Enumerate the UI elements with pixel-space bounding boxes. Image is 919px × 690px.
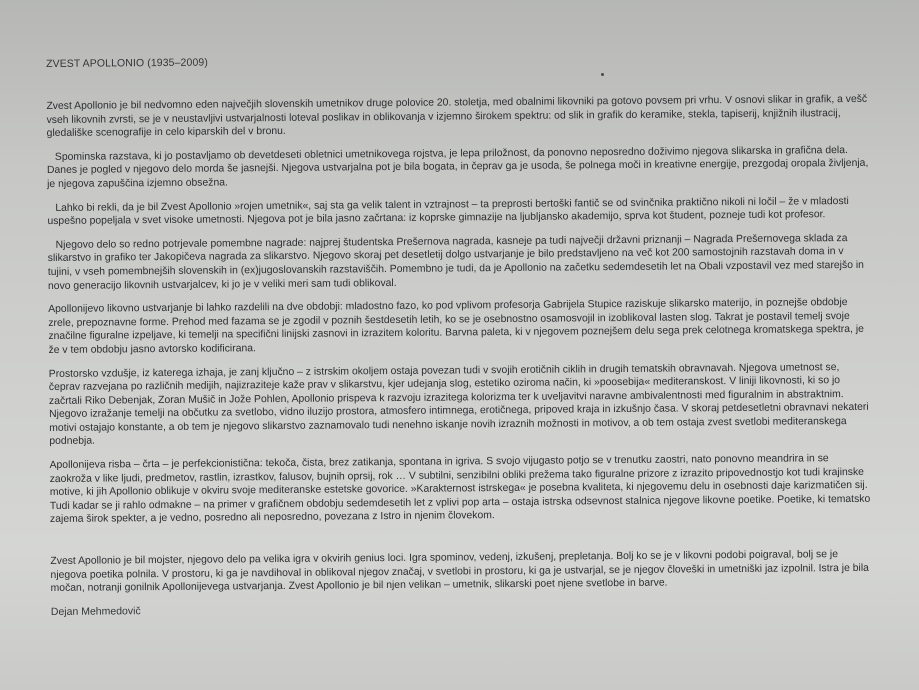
paragraph-space: Prostorsko vzdušje, iz katerega izhaja, je zanj ključno – z istrskim okoljem ostaja povezan tudi v svojih erotičnih ciklih in drugih tematskih obravnavah. Njegova umetnost se, čeprav razvejana po različnih medijih, najizraziteje kaže prav v slikarstvu, kjer udejanja slog, estetiko oziroma način, ki »poosebija« mediteranskost. V liniji likovnosti, ki so jo začrtali Riko Debenjak, Zoran Mušič in Jože Pohlen, Apollonio prispeva k razvoju izrazitega kolorizma ter k uveljavitvi naravne ambivalentnosti med figuralnim in abstraktnim. Njegovo izražanje temelji na občutku za svetlobo, vidno iluzijo prostora, atmosfero intimnega, erotičnega, pripoved kraja in izkušnjo časa. V skoraj petdesetletni obravnavi nekateri motivi ostajajo konstante, a ob tem je njegovo slikarstvo zaznamovalo tudi nenehno iskanje novih izraznih možnosti in motivov, a ob tem ostaja zvest svetlobi mediteranskega podnebja. bbox=[48, 361, 869, 448]
paragraph-exhibition: Spominska razstava, ki jo postavljamo ob devetdeseti obletnici umetnikovega rojstva, je lepa priložnost, da ponovno neposredno doživimo njegova slikarska in grafična dela. Danes je pogled v njegovo delo morda še jasnejši. Njegova ustvarjalna pot je bila bogata, in čeprav ga je usoda, še polnega moči in kreativne energije, prezgodaj oropala življenja, je njegova zapuščina izjemno obsežna. bbox=[46, 144, 869, 190]
paragraph-intro: Zvest Apollonio je bil nedvomno eden največjih slovenskih umetnikov druge polovice 20. stoletja, med obalnimi likovniki pa gotovo povsem pri vrhu. V osnovi slikar in grafik, a vešč vseh likovnih zvrsti, se je v neustavljivi ustvarjalnosti loteval poslikav in oblikovanja v izjemno širokem spektru: od slik in grafik do keramike, stekla, tapiserij, knjižnih ilustracij, gledališke scenografije in celo kiparskih del v bronu. bbox=[46, 93, 868, 140]
paragraph-awards: Njegovo delo so redno potrjevale pomembne nagrade: najprej študentska Prešernova nagrada, kasneje pa tudi največji državni priznanji – Nagrada Prešernovega sklada za slikarstvo in grafiko ter Jakopičeva nagrada za slikarstvo. Njegovo skoraj pet desetletij dolgo ustvarjanje je bilo predstavljeno na več kot 200 samostojnih razstavah doma in v tujini, v vseh pomembnejših slovenskih in (ex)jugoslovanskih razstaviščih. Pomembno je tudi, da je Apollonio na začetku sedemdesetih let na Obali vzpostavil vez med starejšo in novo generacijo likovnih ustvarjalcev, ki jo je v veliki meri sam tudi oblikoval. bbox=[47, 232, 864, 292]
paragraph-born-artist: Lahko bi rekli, da je bil Zvest Apollonio »rojen umetnik«, saj sta ga velik talent in vztrajnost – ta preprosti bertoški fantič se od svinčnika praktično nikoli ni ločil – že v mladosti uspešno popeljala v svet visoke umetnosti. Njegova pot je bila jasno začrtana: iz koprske gimnazije na ljubljansko akademijo, sprva kot študent, pozneje tudi kot profesor. bbox=[47, 195, 849, 228]
document-title: ZVEST APOLLONIO (1935–2009) bbox=[46, 56, 208, 70]
author-signature: Dejan Mehmedovič bbox=[50, 605, 141, 618]
paragraph-closing: Zvest Apollonio je bil mojster, njegovo delo pa velika igra v okvirih genius loci. Igra spominov, vedenj, izkušenj, prepletanja. Bolj ko se je v likovni podobi poigraval, bolj se je njegova poetika polnila. V prostoru, ki ga je navdihoval in oblikoval njegov značaj, v svetlobi in prostoru, ki ga je ustvarjal, se je njegov človeški in umetniški jaz izpolnil. Istra je bila močan, notranji gonilnik Apollonijevega ustvarjanja. Zvest Apollonio je bil njen velikan – umetnik, slikarski poet njene svetlobe in barve. bbox=[50, 549, 869, 595]
paragraph-drawing: Apollonijeva risba – črta – je perfekcionistična: tekoča, čista, brez zatikanja, spontana in igriva. S svojo vijugasto potjo se v trenutku zaostri, nato ponovno meandrira in se zaokroža v like ljudi, predmetov, rastlin, izrastkov, falusov, bujnih oprsij, rok … V subtilni, senzibilni obliki prežema tako figuralne prizore z izrazito pripovednostjo kot tudi krajinske motive, ki jih Apollonio oblikuje v okviru svoje mediteranske estetske govorice. »Karakternost istrskega« je posebna kvaliteta, ki njegovemu delu in osebnosti daje karizmatičen sij. Tudi kadar se ji rahlo odmakne – na primer v grafičnem obdobju sedemdesetih let z vplivi pop arta – ostaja istrska odsevnost stalnica njegove likovne poetike. Poetike, ki tematsko zajema širok spekter, a je vedno, posredno ali neposredno, povezana z Istro in njenim človekom. bbox=[49, 453, 871, 526]
paragraph-periods: Apollonijevo likovno ustvarjanje bi lahko razdelili na dve obdobji: mladostno fazo, ko pod vplivom profesorja Gabrijela Stupice raziskuje slikarsko materijo, in poznejše obdobje zrele, prepoznavne forme. Prehod med fazama se je zgodil v poznih šestdesetih letih, ko se je osebnostno osamosvojil in izoblikoval lasten slog. Takrat je postavil temelj svoje značilne figuralne izpeljave, ki temelji na specifični linijski zasnovi in izrazitem koloritu. Barvna paleta, ki v njegovem poznejšem delu sega prek celotnega kromatskega spektra, je že v tem obdobju jasno avtorsko kodificirana. bbox=[48, 297, 864, 356]
document-body bbox=[46, 51, 873, 618]
